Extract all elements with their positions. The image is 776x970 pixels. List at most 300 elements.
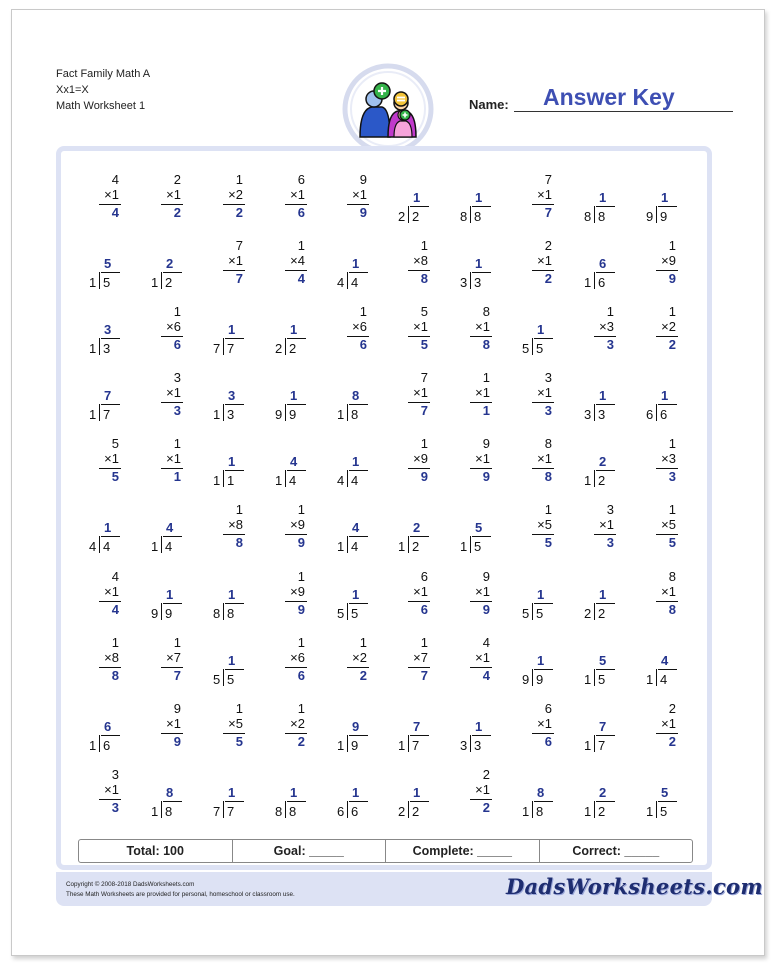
- product-answer: 2: [544, 271, 552, 286]
- multiplier: ×1: [166, 716, 181, 731]
- dividend: 8: [289, 804, 297, 819]
- product-answer: 5: [420, 337, 428, 352]
- quotient-answer: 6: [104, 719, 112, 734]
- product-answer: 5: [544, 535, 552, 550]
- dividend: 9: [289, 407, 297, 422]
- multiplication-problem: [211, 238, 251, 290]
- worksheet-subtitle: Xx1=X: [56, 84, 89, 96]
- quotient-answer: 1: [599, 190, 607, 205]
- division-bar: [287, 801, 306, 802]
- product-answer: 6: [297, 205, 305, 220]
- dividend: 3: [474, 275, 482, 290]
- divisor: 8: [275, 804, 283, 819]
- quotient-answer: 8: [537, 785, 545, 800]
- division-problem: [335, 502, 375, 554]
- division-bracket: [594, 206, 595, 223]
- division-bar: [349, 470, 368, 471]
- division-bracket: [594, 735, 595, 752]
- multiplier: ×1: [537, 253, 552, 268]
- division-bar: [101, 404, 120, 405]
- division-problem: [520, 767, 560, 819]
- division-problem: [644, 635, 684, 687]
- product-answer: 6: [297, 668, 305, 683]
- division-problem: [458, 502, 498, 554]
- division-problem: [458, 701, 498, 753]
- division-problem: [273, 767, 313, 819]
- divisor: 1: [337, 407, 345, 422]
- quotient-answer: 1: [599, 388, 607, 403]
- multiplicand: 1: [297, 238, 305, 253]
- multiplicand: 1: [297, 701, 305, 716]
- multiplier: ×1: [104, 782, 119, 797]
- division-bracket: [470, 536, 471, 553]
- division-bracket: [594, 470, 595, 487]
- multiplier: ×2: [661, 319, 676, 334]
- divisor: 1: [151, 539, 159, 554]
- dividend: 4: [289, 473, 297, 488]
- multiplication-problem: [273, 569, 313, 621]
- quotient-answer: 5: [475, 520, 483, 535]
- division-problem: [273, 370, 313, 422]
- multiplicand: 7: [235, 238, 243, 253]
- multiplication-problem: [87, 172, 127, 224]
- multiplication-problem: [520, 172, 560, 224]
- multiplication-problem: [458, 436, 498, 488]
- division-bar: [287, 338, 306, 339]
- division-bracket: [285, 470, 286, 487]
- multiplicand: 4: [111, 569, 119, 584]
- quotient-answer: 1: [352, 785, 360, 800]
- product-answer: 8: [235, 535, 243, 550]
- division-problem: [87, 238, 127, 290]
- multiplier: ×1: [228, 253, 243, 268]
- dividend: 7: [103, 407, 111, 422]
- product-answer: 2: [482, 800, 490, 815]
- dividend: 2: [165, 275, 173, 290]
- quotient-answer: 1: [228, 653, 236, 668]
- divisor: 4: [89, 539, 97, 554]
- quotient-answer: 9: [352, 719, 360, 734]
- division-problem: [273, 436, 313, 488]
- division-bar: [163, 603, 182, 604]
- divisor: 8: [213, 606, 221, 621]
- complete-field: Complete: _____: [385, 840, 539, 862]
- multiplier: ×2: [228, 187, 243, 202]
- dividend: 6: [103, 738, 111, 753]
- worksheet-title-block: [56, 66, 150, 114]
- division-bracket: [99, 338, 100, 355]
- division-bracket: [347, 404, 348, 421]
- multiplicand: 3: [544, 370, 552, 385]
- divisor: 1: [584, 738, 592, 753]
- division-bracket: [161, 272, 162, 289]
- multiplication-problem: [273, 238, 313, 290]
- division-problem: [396, 502, 436, 554]
- division-problem: [149, 569, 189, 621]
- multiplicand: 2: [544, 238, 552, 253]
- division-bracket: [656, 669, 657, 686]
- division-bracket: [223, 470, 224, 487]
- multiplicand: 1: [606, 304, 614, 319]
- multiplication-problem: [211, 502, 251, 554]
- quotient-answer: 5: [599, 653, 607, 668]
- divisor: 3: [460, 738, 468, 753]
- multiplier: ×1: [104, 451, 119, 466]
- division-bar: [596, 603, 615, 604]
- divisor: 7: [213, 804, 221, 819]
- division-problem: [87, 701, 127, 753]
- division-bracket: [99, 272, 100, 289]
- multiplication-problem: [458, 635, 498, 687]
- division-bar: [596, 735, 615, 736]
- division-bracket: [161, 801, 162, 818]
- multiplicand: 1: [420, 436, 428, 451]
- product-answer: 3: [606, 337, 614, 352]
- dividend: 4: [351, 275, 359, 290]
- division-bar: [349, 735, 368, 736]
- dividend: 6: [598, 275, 606, 290]
- multiplicand: 3: [111, 767, 119, 782]
- dividend: 2: [289, 341, 297, 356]
- divisor: 1: [398, 738, 406, 753]
- division-bar: [534, 338, 553, 339]
- quotient-answer: 1: [537, 322, 545, 337]
- division-bar: [658, 206, 677, 207]
- division-bar: [101, 272, 120, 273]
- product-answer: 3: [668, 469, 676, 484]
- multiplier: ×1: [475, 319, 490, 334]
- dividend: 2: [412, 209, 420, 224]
- multiplier: ×1: [166, 385, 181, 400]
- division-problem: [396, 767, 436, 819]
- multiplier: ×9: [413, 451, 428, 466]
- quotient-answer: 1: [413, 190, 421, 205]
- multiplier: ×1: [104, 584, 119, 599]
- division-bar: [472, 536, 491, 537]
- quotient-answer: 1: [352, 587, 360, 602]
- multiplication-problem: [458, 767, 498, 819]
- division-bracket: [223, 669, 224, 686]
- division-bracket: [347, 470, 348, 487]
- product-answer: 7: [544, 205, 552, 220]
- multiplicand: 1: [359, 635, 367, 650]
- multiplication-problem: [582, 304, 622, 356]
- division-bar: [225, 669, 244, 670]
- division-bracket: [470, 206, 471, 223]
- dividend: 7: [227, 341, 235, 356]
- dividend: 4: [660, 672, 668, 687]
- division-bracket: [285, 338, 286, 355]
- division-bar: [225, 801, 244, 802]
- quotient-answer: 1: [352, 454, 360, 469]
- division-bracket: [470, 735, 471, 752]
- division-problem: [582, 635, 622, 687]
- multiplicand: 8: [544, 436, 552, 451]
- multiplicand: 7: [420, 370, 428, 385]
- quotient-answer: 3: [228, 388, 236, 403]
- product-answer: 1: [482, 403, 490, 418]
- name-field-line: [514, 111, 733, 112]
- division-bracket: [408, 735, 409, 752]
- quotient-answer: 1: [475, 719, 483, 734]
- dividend: 7: [598, 738, 606, 753]
- quotient-answer: 1: [475, 190, 483, 205]
- quotient-answer: 8: [166, 785, 174, 800]
- multiplication-problem: [149, 370, 189, 422]
- division-bar: [472, 206, 491, 207]
- division-problem: [520, 635, 560, 687]
- answer-key-label: Answer Key: [543, 84, 675, 110]
- divisor: 6: [646, 407, 654, 422]
- copyright-line: Copyright © 2008-2018 DadsWorksheets.com: [66, 881, 195, 888]
- dividend: 3: [227, 407, 235, 422]
- product-answer: 3: [111, 800, 119, 815]
- product-answer: 3: [606, 535, 614, 550]
- dividend: 5: [103, 275, 111, 290]
- multiplier: ×6: [352, 319, 367, 334]
- multiplication-problem: [87, 767, 127, 819]
- division-problem: [520, 304, 560, 356]
- divisor: 2: [584, 606, 592, 621]
- division-bar: [472, 735, 491, 736]
- multiplier: ×1: [537, 385, 552, 400]
- quotient-answer: 1: [290, 388, 298, 403]
- division-problem: [644, 767, 684, 819]
- divisor: 1: [213, 473, 221, 488]
- division-problem: [582, 172, 622, 224]
- product-answer: 7: [420, 403, 428, 418]
- multiplicand: 1: [544, 502, 552, 517]
- product-answer: 9: [297, 535, 305, 550]
- divisor: 5: [522, 341, 530, 356]
- quotient-answer: 1: [661, 388, 669, 403]
- divisor: 9: [522, 672, 530, 687]
- division-bar: [101, 338, 120, 339]
- product-answer: 9: [482, 602, 490, 617]
- multiplier: ×1: [166, 451, 181, 466]
- multiplication-problem: [149, 304, 189, 356]
- product-answer: 9: [668, 271, 676, 286]
- quotient-answer: 1: [537, 587, 545, 602]
- multiplier: ×1: [475, 650, 490, 665]
- multiplication-problem: [149, 701, 189, 753]
- division-bar: [349, 536, 368, 537]
- quotient-answer: 1: [352, 256, 360, 271]
- multiplier: ×3: [661, 451, 676, 466]
- product-answer: 3: [173, 403, 181, 418]
- dividend: 2: [412, 804, 420, 819]
- division-problem: [273, 304, 313, 356]
- division-bracket: [285, 404, 286, 421]
- multiplier: ×1: [537, 187, 552, 202]
- product-answer: 5: [235, 734, 243, 749]
- division-bar: [410, 536, 429, 537]
- quotient-answer: 2: [599, 785, 607, 800]
- division-bar: [658, 404, 677, 405]
- division-bar: [410, 206, 429, 207]
- division-problem: [582, 370, 622, 422]
- divisor: 5: [337, 606, 345, 621]
- multiplicand: 9: [359, 172, 367, 187]
- multiplicand: 2: [668, 701, 676, 716]
- multiplier: ×6: [166, 319, 181, 334]
- division-problem: [644, 172, 684, 224]
- multiplication-problem: [520, 370, 560, 422]
- dividend: 4: [103, 539, 111, 554]
- product-answer: 8: [111, 668, 119, 683]
- quotient-answer: 7: [104, 388, 112, 403]
- division-bar: [163, 801, 182, 802]
- dividend: 3: [103, 341, 111, 356]
- product-answer: 9: [482, 469, 490, 484]
- worksheet-title: Fact Family Math A: [56, 68, 151, 80]
- product-answer: 9: [420, 469, 428, 484]
- division-problem: [458, 172, 498, 224]
- division-bracket: [223, 404, 224, 421]
- multiplication-problem: [396, 304, 436, 356]
- division-bracket: [285, 801, 286, 818]
- multiplicand: 1: [668, 502, 676, 517]
- quotient-answer: 1: [228, 587, 236, 602]
- division-bracket: [656, 206, 657, 223]
- division-bar: [225, 603, 244, 604]
- division-bar: [349, 603, 368, 604]
- division-problem: [211, 370, 251, 422]
- dividend: 5: [474, 539, 482, 554]
- multiplier: ×5: [661, 517, 676, 532]
- dividend: 6: [351, 804, 359, 819]
- division-bar: [596, 801, 615, 802]
- dividend: 3: [474, 738, 482, 753]
- division-problem: [582, 436, 622, 488]
- division-problem: [335, 569, 375, 621]
- multiplicand: 2: [482, 767, 490, 782]
- divisor: 1: [151, 275, 159, 290]
- multiplier: ×1: [352, 187, 367, 202]
- divisor: 9: [151, 606, 159, 621]
- multiplier: ×7: [166, 650, 181, 665]
- multiplicand: 5: [111, 436, 119, 451]
- multiplicand: 3: [606, 502, 614, 517]
- multiplicand: 1: [235, 502, 243, 517]
- dividend: 2: [412, 539, 420, 554]
- multiplier: ×9: [661, 253, 676, 268]
- division-bracket: [408, 801, 409, 818]
- multiplication-problem: [396, 370, 436, 422]
- multiplication-problem: [335, 172, 375, 224]
- division-bar: [287, 404, 306, 405]
- division-problem: [211, 569, 251, 621]
- product-answer: 5: [668, 535, 676, 550]
- quotient-answer: 1: [290, 785, 298, 800]
- multiplier: ×1: [661, 584, 676, 599]
- quotient-answer: 5: [661, 785, 669, 800]
- product-answer: 4: [482, 668, 490, 683]
- product-answer: 5: [111, 469, 119, 484]
- division-problem: [149, 238, 189, 290]
- division-problem: [87, 304, 127, 356]
- multiplicand: 1: [235, 172, 243, 187]
- product-answer: 2: [235, 205, 243, 220]
- multiplier: ×8: [413, 253, 428, 268]
- division-bracket: [408, 536, 409, 553]
- division-bar: [596, 470, 615, 471]
- quotient-answer: 7: [599, 719, 607, 734]
- multiplication-problem: [458, 569, 498, 621]
- score-box: [78, 839, 693, 863]
- division-bracket: [532, 603, 533, 620]
- divisor: 7: [213, 341, 221, 356]
- multiplier: ×2: [352, 650, 367, 665]
- divisor: 1: [89, 738, 97, 753]
- multiplication-problem: [644, 502, 684, 554]
- product-answer: 6: [420, 602, 428, 617]
- multiplier: ×9: [290, 517, 305, 532]
- divisor: 1: [337, 539, 345, 554]
- multiplicand: 6: [297, 172, 305, 187]
- multiplicand: 4: [111, 172, 119, 187]
- multiplier: ×5: [228, 716, 243, 731]
- multiplication-problem: [335, 635, 375, 687]
- divisor: 1: [213, 407, 221, 422]
- multiplication-problem: [396, 436, 436, 488]
- multiplicand: 9: [482, 569, 490, 584]
- multiplier: ×1: [475, 782, 490, 797]
- division-problem: [149, 767, 189, 819]
- division-bracket: [347, 603, 348, 620]
- quotient-answer: 8: [352, 388, 360, 403]
- divisor: 8: [584, 209, 592, 224]
- multiplicand: 6: [544, 701, 552, 716]
- multiplicand: 2: [173, 172, 181, 187]
- dividend: 2: [598, 473, 606, 488]
- multiplication-problem: [644, 701, 684, 753]
- multiplication-problem: [87, 436, 127, 488]
- quotient-answer: 4: [166, 520, 174, 535]
- division-bar: [101, 735, 120, 736]
- product-answer: 9: [173, 734, 181, 749]
- multiplication-problem: [273, 701, 313, 753]
- divisor: 5: [522, 606, 530, 621]
- division-bracket: [656, 404, 657, 421]
- dividend: 9: [165, 606, 173, 621]
- multiplier: ×1: [290, 187, 305, 202]
- multiplication-problem: [149, 172, 189, 224]
- product-answer: 3: [544, 403, 552, 418]
- quotient-answer: 4: [352, 520, 360, 535]
- worksheet-number: Math Worksheet 1: [56, 100, 146, 112]
- multiplier: ×8: [104, 650, 119, 665]
- dividend: 3: [598, 407, 606, 422]
- division-problem: [582, 701, 622, 753]
- quotient-answer: 1: [537, 653, 545, 668]
- divisor: 3: [460, 275, 468, 290]
- product-answer: 9: [359, 205, 367, 220]
- multiplicand: 7: [544, 172, 552, 187]
- product-answer: 6: [173, 337, 181, 352]
- usage-notice: These Math Worksheets are provided for personal, homeschool or classroom use.: [66, 891, 295, 898]
- division-bracket: [347, 801, 348, 818]
- division-bracket: [223, 801, 224, 818]
- division-problem: [335, 701, 375, 753]
- divisor: 1: [584, 804, 592, 819]
- multiplicand: 8: [482, 304, 490, 319]
- multiplication-problem: [520, 436, 560, 488]
- dividend: 7: [227, 804, 235, 819]
- division-bracket: [347, 735, 348, 752]
- divisor: 2: [275, 341, 283, 356]
- dividend: 2: [598, 804, 606, 819]
